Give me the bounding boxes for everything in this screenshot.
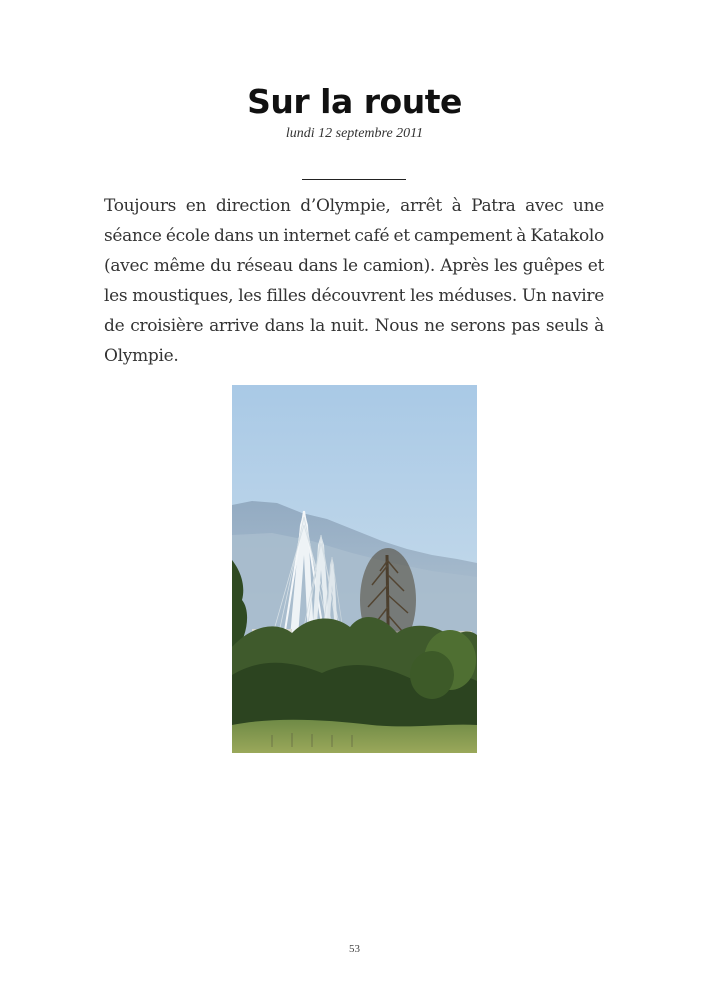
title-separator [302,179,406,180]
bridge-photo [232,385,477,753]
article-body: Toujours en direction d’Olympie, arrêt à Patra avec une séance école dans un internet café et campement à Katakolo (avec même du réseau dans le camion). Après les guêpes et les moustiques, les filles découvrent les méduses. Un navire de croisière arrive dans la nuit. Nous ne serons pas seuls à Olympie. [104,196,604,366]
article-date: lundi 12 septembre 2011 [285,126,424,141]
page-title: Sur la route [247,82,462,121]
page-number: 53 [349,943,360,955]
